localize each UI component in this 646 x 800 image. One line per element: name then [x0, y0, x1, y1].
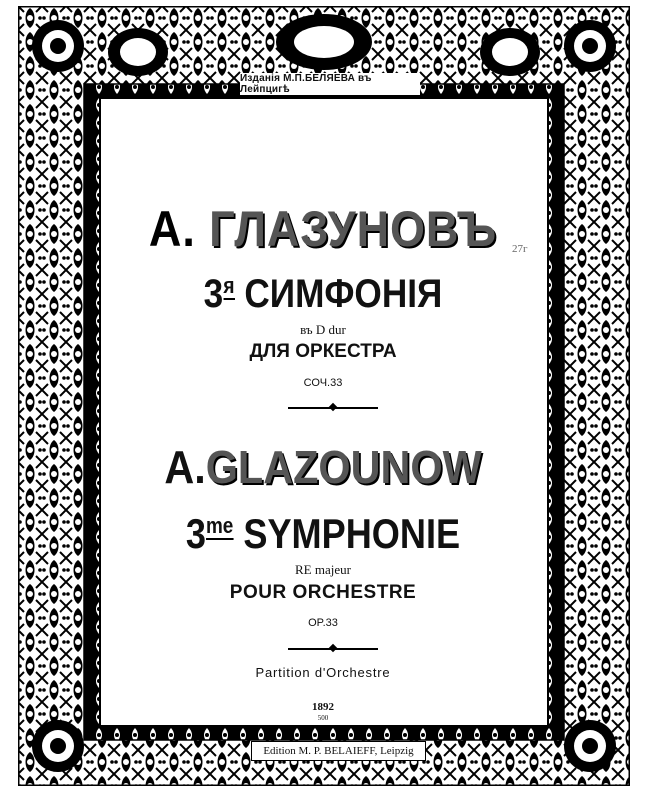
ordinal-suffix-french: me — [205, 513, 234, 538]
publisher-imprint-russian: Изданія М.П.БЕЛЯЕВА въ Лейпцигѣ — [240, 73, 420, 95]
ordinal-suffix-russian: я — [223, 272, 235, 298]
title-page-content — [100, 100, 546, 725]
opus-russian: СОЧ.33 — [303, 377, 343, 389]
key-russian: въ D dur — [300, 322, 346, 337]
edition-type: Partition d'Orchestre — [255, 665, 391, 680]
work-title-french — [131, 510, 515, 558]
composer-surname-russian: ГЛАЗУНОВЪ — [209, 201, 498, 257]
work-title-russian — [127, 272, 519, 317]
opus-french: OP.33 — [308, 617, 338, 629]
ornamental-divider — [288, 407, 378, 409]
symphony-number-russian: 3 — [203, 272, 224, 316]
instrumentation-french: POUR ORCHESTRE — [229, 582, 417, 603]
plate-number: 500 — [317, 714, 329, 722]
symphony-word-french: SYMPHONIE — [243, 510, 461, 557]
symphony-word-russian: СИМФОНІЯ — [244, 272, 443, 316]
publisher-imprint-french: Edition M. P. BELAIEFF, Leipzig — [251, 741, 426, 761]
ornamental-divider-2 — [288, 648, 378, 650]
instrumentation-russian: ДЛЯ ОРКЕСТРА — [249, 341, 397, 362]
publication-year: 1892 — [312, 701, 334, 713]
handwritten-margin-note: 27г — [512, 243, 528, 255]
key-french: RE majeur — [295, 562, 351, 577]
composer-name-french — [122, 440, 523, 494]
symphony-number-french: 3 — [185, 510, 206, 557]
composer-initial-russian: А. — [148, 201, 196, 257]
composer-surname-french: GLAZOUNOW — [205, 441, 482, 493]
composer-name-russian — [122, 200, 523, 258]
composer-initial-french: A. — [164, 441, 206, 493]
